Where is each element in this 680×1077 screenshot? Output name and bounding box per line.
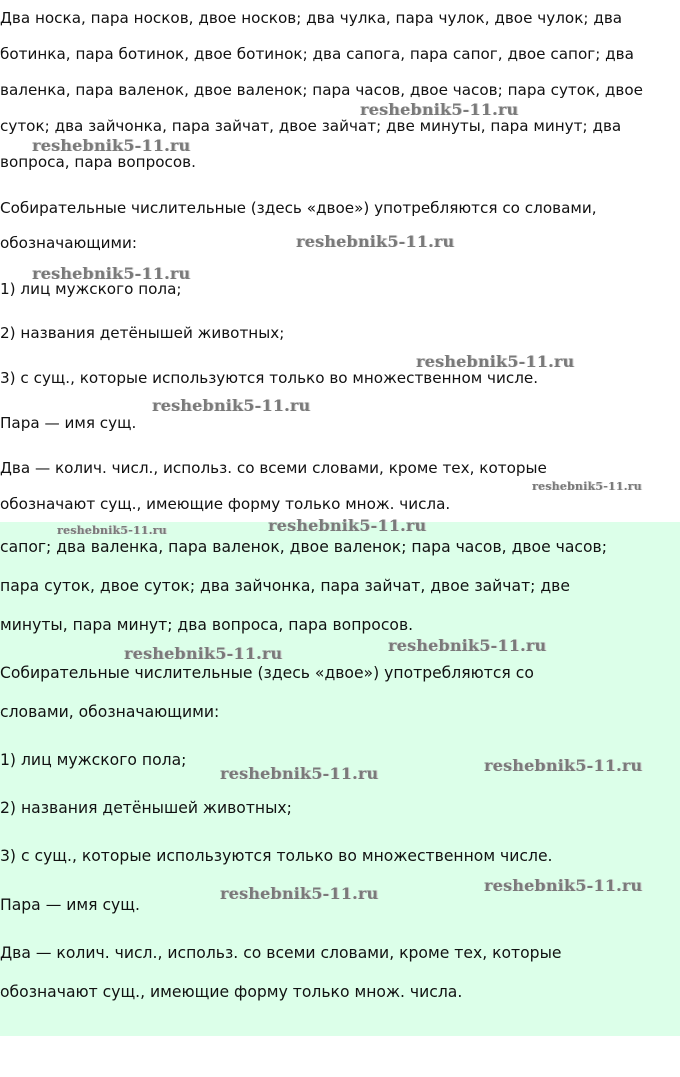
text-line: сапог; два валенка, пара валенок, двое валенок; пара часов, двое часов; [0, 538, 607, 556]
watermark-logo: reshebnik5-11.ru [360, 100, 519, 119]
watermark-logo: reshebnik5-11.ru [124, 644, 283, 663]
watermark-logo: reshebnik5-11.ru [416, 352, 575, 371]
watermark-logo: reshebnik5-11.ru [388, 636, 547, 655]
text-line: Собирательные числительные (здесь «двое») употребляются со словами, [0, 199, 597, 217]
watermark-logo: reshebnik5-11.ru [532, 480, 642, 493]
watermark-logo: reshebnik5-11.ru [220, 884, 379, 903]
watermark-logo: reshebnik5-11.ru [484, 756, 643, 775]
text-line: Два — колич. числ., использ. со всеми словами, кроме тех, которые [0, 459, 547, 477]
text-line: 2) названия детёнышей животных; [0, 324, 285, 342]
text-line: пара суток, двое суток; два зайчонка, пара зайчат, двое зайчат; две [0, 577, 570, 595]
watermark-logo: reshebnik5-11.ru [57, 524, 167, 537]
watermark-logo: reshebnik5-11.ru [32, 264, 191, 283]
watermark-logo: reshebnik5-11.ru [32, 136, 191, 155]
text-line: 1) лиц мужского пола; [0, 751, 187, 769]
text-line: суток; два зайчонка, пара зайчат, двое зайчат; две минуты, пара минут; два [0, 117, 622, 135]
text-line: 1) лиц мужского пола; [0, 280, 182, 298]
watermark-logo: reshebnik5-11.ru [268, 516, 427, 535]
answer-block-white [0, 0, 680, 522]
text-line: обозначают сущ., имеющие форму только множ. числа. [0, 983, 463, 1001]
text-line: словами, обозначающими: [0, 703, 220, 721]
text-line: обозначающими: [0, 234, 137, 252]
text-line: Пара — имя сущ. [0, 896, 140, 914]
text-line: обозначают сущ., имеющие форму только множ. числа. [0, 495, 451, 513]
text-line: 3) с сущ., которые используются только во множественном числе. [0, 369, 539, 387]
text-line: ботинка, пара ботинок, двое ботинок; два сапога, пара сапог, двое сапог; два [0, 45, 634, 63]
text-line: валенка, пара валенок, двое валенок; пара часов, двое часов; пара суток, двое [0, 81, 643, 99]
text-line: Пара — имя сущ. [0, 414, 137, 432]
watermark-logo: reshebnik5-11.ru [484, 876, 643, 895]
text-line: 2) названия детёнышей животных; [0, 799, 292, 817]
text-line: вопроса, пара вопросов. [0, 153, 196, 171]
text-line: Собирательные числительные (здесь «двое») употребляются со [0, 664, 534, 682]
text-line: минуты, пара минут; два вопроса, пара вопросов. [0, 616, 414, 634]
watermark-logo: reshebnik5-11.ru [296, 232, 455, 251]
text-line: Два носка, пара носков, двое носков; два чулка, пара чулок, двое чулок; два [0, 9, 623, 27]
text-line: Два — колич. числ., использ. со всеми словами, кроме тех, которые [0, 944, 562, 962]
text-line: 3) с сущ., которые используются только во множественном числе. [0, 847, 553, 865]
watermark-logo: reshebnik5-11.ru [152, 396, 311, 415]
watermark-logo: reshebnik5-11.ru [220, 764, 379, 783]
